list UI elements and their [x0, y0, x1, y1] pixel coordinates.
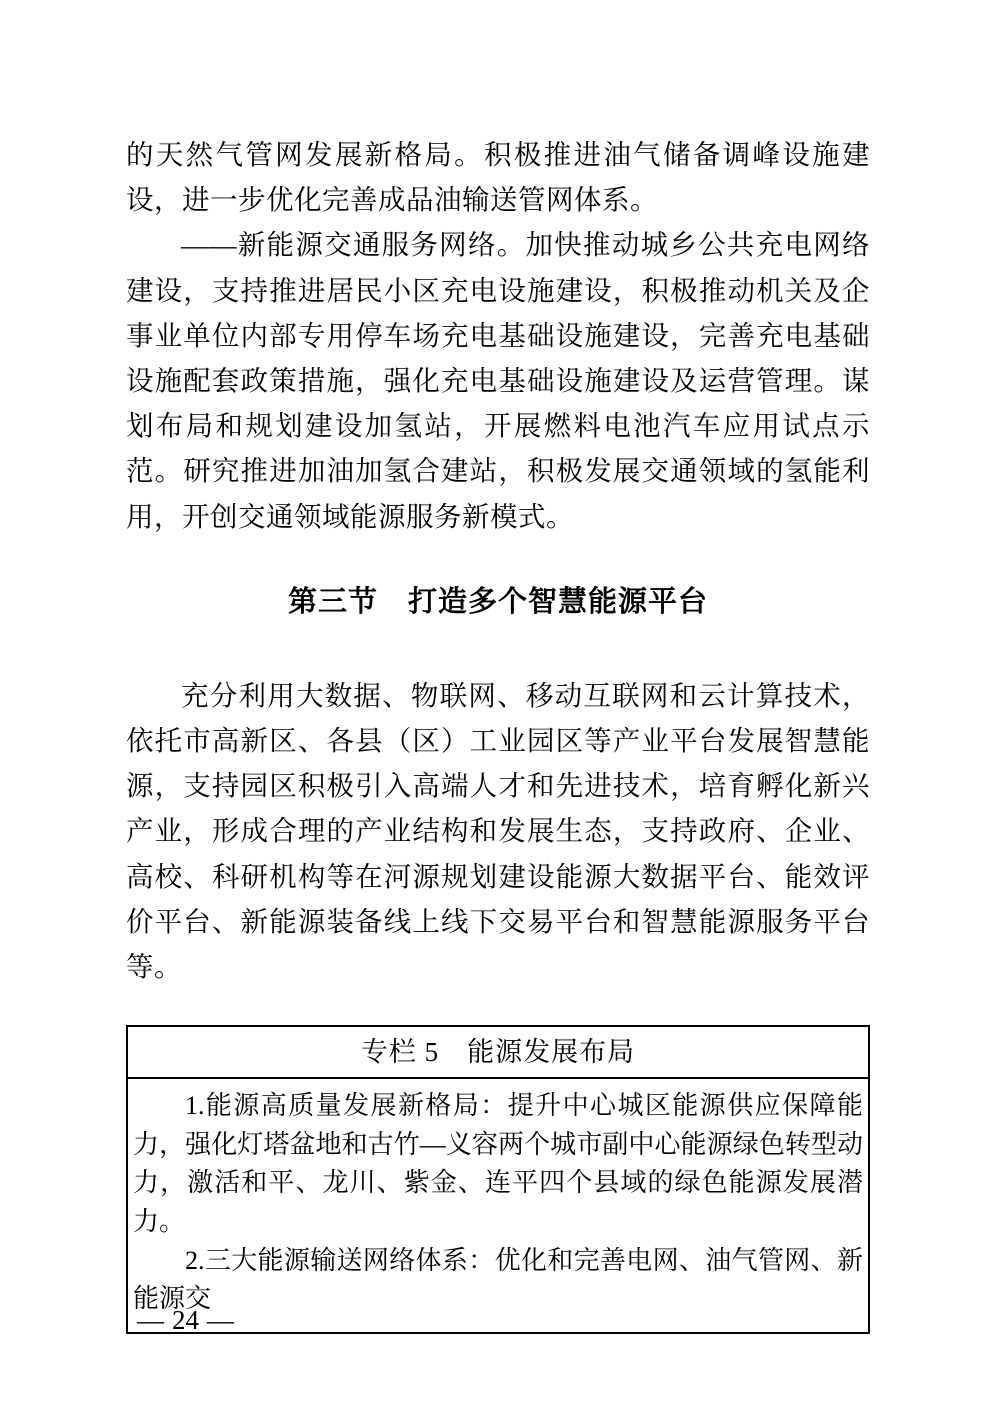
- page-number-value: 24: [172, 1305, 199, 1335]
- paragraph-new-energy-transport-network: ——新能源交通服务网络。加快推动城乡公共充电网络建设，支持推进居民小区充电设施建设，积极推动机关及企事业单位内部专用停车场充电基础设施建设，完善充电基础设施配套政策措施，强化充电基础设施建设及运营管理。谋划布局和规划建设加氢站，开展燃料电池汽车应用试点示范。研究推进加油加氢合建站，积极发展交通领域的氢能利用，开创交通领域能源服务新模式。: [126, 229, 870, 532]
- callout-box-title: 专栏 5 能源发展布局: [128, 1027, 868, 1079]
- callout-box-body: [128, 1079, 868, 1332]
- page-number: [137, 1305, 234, 1335]
- callout-item-energy-transmission-networks: 2.三大能源输送网络体系：优化和完善电网、油气管网、新能源交: [133, 1245, 863, 1314]
- section-heading: 第三节 打造多个智慧能源平台: [287, 585, 708, 618]
- page-number-dash-right: —: [207, 1305, 234, 1335]
- page-number-dash-left: —: [137, 1305, 164, 1335]
- callout-item-energy-quality-layout: 1.能源高质量发展新格局：提升中心城区能源供应保障能力，强化灯塔盆地和古竹—义容两个城市副中心能源绿色转型动力，激活和平、龙川、紫金、连平四个县域的绿色能源发展潜力。: [133, 1091, 863, 1237]
- paragraph-gas-pipeline-continuation: 的天然气管网发展新格局。积极推进油气储备调峰设施建设，进一步优化完善成品油输送管网体系。: [126, 139, 870, 216]
- paragraph-smart-energy-platforms: 充分利用大数据、物联网、移动互联网和云计算技术，依托市高新区、各县（区）工业园区等产业平台发展智慧能源，支持园区积极引入高端人才和先进技术，培育孵化新兴产业，形成合理的产业结构和发展生态，支持政府、企业、高校、科研机构等在河源规划建设能源大数据平台、能效评价平台、新能源装备线上线下交易平台和智慧能源服务平台等。: [126, 679, 870, 983]
- callout-box: [126, 1025, 870, 1334]
- page-content: [126, 132, 870, 1334]
